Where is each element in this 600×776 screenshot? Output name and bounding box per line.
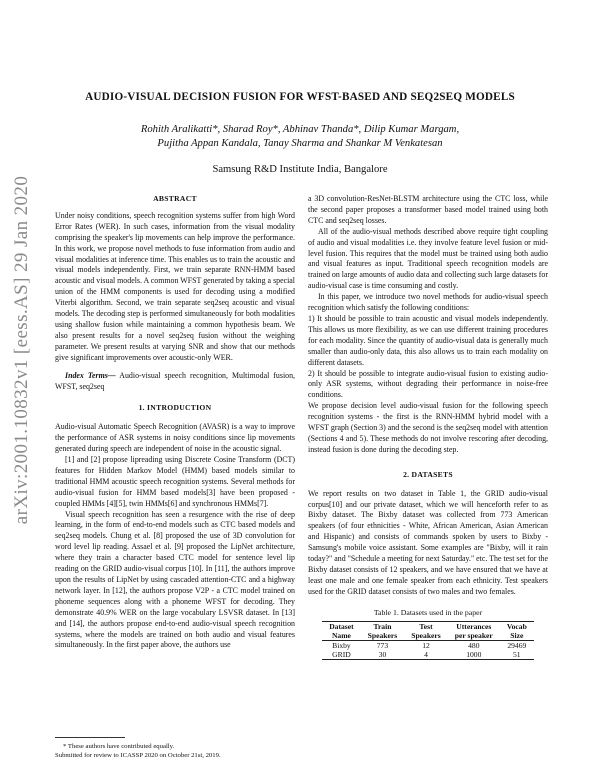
right-paragraph-2: All of the audio-visual methods described above require tight coupling of audio and visual modalities i.e. they involve feature level fusion or mid-level fusion. This requires that the model must be trained using both audio and visual features as input. Traditional speech recognition models are trained on large amounts of audio data and collecting such large datasets for audio-visual case is time consuming and costly. <box>308 226 548 291</box>
footnote-submission: Submitted for review to ICASSP 2020 on October 21st, 2019. <box>55 752 221 759</box>
header-utterances: Utterances per speaker <box>454 621 493 640</box>
condition-2: 2) It should be possible to integrate audio-visual fusion to existing audio-only ASR systems, without degrading their performance in noise-free conditions. <box>308 368 548 400</box>
table-cell: 29469 <box>507 640 527 650</box>
table-cell: 480 <box>468 640 480 650</box>
index-terms-label: Index Terms— <box>65 370 116 380</box>
table-cell: 12 <box>422 640 430 650</box>
author-list <box>0 123 600 151</box>
table-cell: 51 <box>513 649 521 659</box>
header-vocab-size: Vocab Size <box>506 621 527 640</box>
right-column <box>308 194 548 660</box>
table-cell: Bixby <box>332 640 351 650</box>
index-terms-text: Audio-visual speech recognition, Multimodal fusion, WFST, seq2seq <box>55 370 296 391</box>
intro-paragraph-2: [1] and [2] propose lipreading using Discrete Cosine Transform (DCT) features for Hidden Markov Model (HMM) based models similar to traditional HMM acoustic speech recognition systems. Several methods for audio-visual fusion for HMM based models[3] have been proposed - coupled HMMs [4][5], twin HMMs[6] and synchronous HMMs[7]. <box>55 455 295 508</box>
table-header-row <box>322 621 534 640</box>
table-row <box>322 650 534 660</box>
right-paragraph-3: In this paper, we introduce two novel methods for audio-visual speech recognition which satisfy the following conditions: <box>308 292 548 313</box>
table-cell: 30 <box>378 649 387 659</box>
table-cell: 4 <box>424 649 428 659</box>
footnote-equal-contribution: * These authors have contributed equally. <box>63 743 175 750</box>
left-column <box>55 194 295 651</box>
intro-paragraph-1: Audio-visual Automatic Speech Recognition (AVASR) is a way to improve the performance of ASR systems in noisy conditions since lip movements generated during speech are independent of noise in the acoustic signal. <box>55 422 295 454</box>
paper-title: AUDIO-VISUAL DECISION FUSION FOR WFST-BASED AND SEQ2SEQ MODELS <box>85 91 515 103</box>
index-terms <box>55 371 295 393</box>
table-cell: GRID <box>332 649 351 659</box>
header-train-speakers: Train Speakers <box>367 621 398 640</box>
authors-line-2: Pujitha Appan Kandala, Tanay Sharma and Shankar M Venkatesan <box>157 138 443 149</box>
right-paragraph-1: a 3D convolution-ResNet-BLSTM architecture using the CTC loss, while the second paper proposes a transformer based model trained using both CTC and seq2seq losses. <box>308 194 548 225</box>
header-dataset: Dataset Name <box>329 621 354 640</box>
header-test-speakers: Test Speakers <box>411 621 441 640</box>
arxiv-id: arXiv:2001.10832v1 [eess.AS] 29 Jan 2020 <box>11 175 32 525</box>
table-row <box>322 640 534 650</box>
table-caption: Table 1. Datasets used in the paper <box>373 607 483 617</box>
intro-paragraph-3: Visual speech recognition has seen a resurgence with the rise of deep learning, in the form of end-to-end models such as CTC based models and seq2seq models. Chung et al. [8] proposed the use of 3D convolution for word level lip reading. Assael et al. [9] proposed the LipNet architecture, where they train a character based CTC model for sentence level lip reading on the GRID audio-visual corpus [10]. In [11], the authors improve upon the results of LipNet by using cascaded attention-CTC and a highway network layer. In [12], the authors propose V2P - a CTC model trained on phoneme sequences along with a phoneme WFST for decoding. They demonstrate 40.9% WER on the large vocabulary LSVSR dataset. In [13] and [14], the authors propose end-to-end audio-visual speech recognition systems, where the models are trained on both audio and visual features simultaneously. In the first paper above, the authors use <box>55 509 295 650</box>
arxiv-stamp <box>8 175 36 525</box>
authors-line-1: Rohith Aralikatti*, Sharad Roy*, Abhinav Thanda*, Dilip Kumar Margam, <box>140 124 460 135</box>
table-cell: 773 <box>376 640 389 650</box>
condition-1: 1) It should be possible to train acoustic and visual models independently. This allows us more flexibility, as we can use different training procedures for each modality. Since the quantity of audio-visual data is generally much smaller than audio-only data, this also allows us to train each modality on different datasets. <box>308 313 548 367</box>
datasets-heading: 2. DATASETS <box>403 469 453 479</box>
abstract-text: Under noisy conditions, speech recognition systems suffer from high Word Error Rates (WER). In such cases, information from the visual modality comprising the speaker's lip movements can help improve the performance. In this work, we propose novel methods to fuse information from audio and visual modalities at inference time. This enables us to train the acoustic and visual models independently. First, we train separate RNN-HMM based acoustic and visual models. A common WFST generated by taking a special union of the HMM components is used for decoding using a modified Viterbi algorithm. Second, we train separate seq2seq acoustic and visual models. The decoding step is performed simultaneously for both modalities using shallow fusion while maintaining a common hypothesis beam. We also present results for a novel seq2seq fusion without the weighing parameter. We present results at varying SNR and show that our methods give significant improvements over acoustic-only WER. <box>55 210 295 362</box>
intro-heading: 1. INTRODUCTION <box>138 403 212 413</box>
affiliation: Samsung R&D Institute India, Bangalore <box>212 164 388 175</box>
datasets-paragraph: We report results on two dataset in Table 1, the GRID audio-visual corpus[10] and our private dataset, which we will henceforth refer to as Bixby dataset. The Bixby dataset was collected from 773 American speakers (of four ethnicities - White, African American, Asian American and Hispanic) and consists of commands spoken by users to Bixby - Samsung's mobile voice assistant. Some examples are "Bixby, will it rain today?" and "Schedule a meeting for next Saturday." etc. The test set for the Bixby dataset consists of 12 speakers, and we have ensured that we have at least one male and one female speaker from each ethnicity. Test speakers used for the GRID dataset consists of two males and two females. <box>308 488 548 596</box>
right-paragraph-6: We propose decision level audio-visual fusion for the following speech recognition systems - the first is the RNN-HMM hybrid model with a WFST graph (Section 3) and the second is the seq2seq model with attention (Sections 4 and 5). These methods do not involve rescoring after decoding, instead fusion is done during the decoding step. <box>308 401 548 454</box>
footnote-rule <box>55 737 125 738</box>
abstract-heading: ABSTRACT <box>153 194 197 203</box>
datasets-table <box>322 621 534 660</box>
footnote <box>55 742 295 760</box>
table-cell: 1000 <box>466 649 482 659</box>
